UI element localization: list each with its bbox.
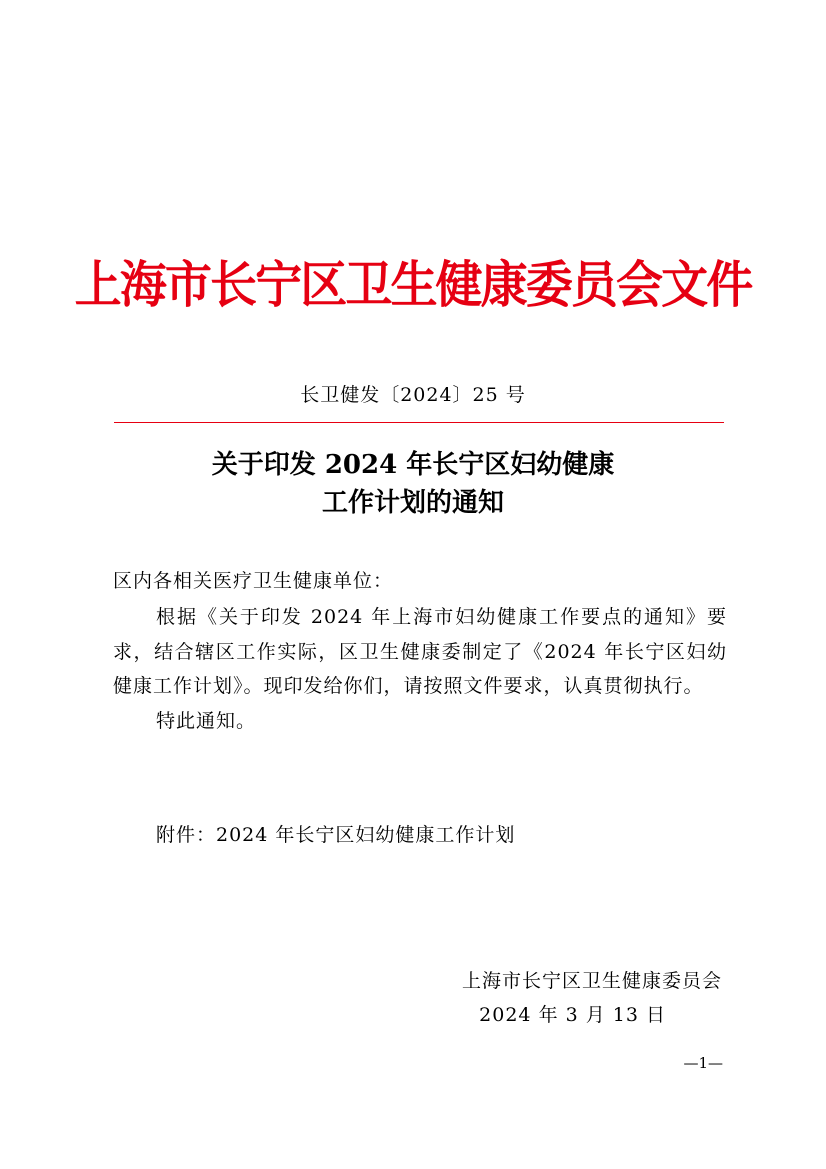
signature-organization: 上海市长宁区卫生健康委员会 <box>461 970 722 992</box>
title-line-1: 关于印发 2024 年长宁区妇幼健康 <box>211 450 615 480</box>
document-number: 长卫健发〔2024〕25 号 <box>300 384 526 406</box>
page-number: —1— <box>683 1054 723 1072</box>
red-divider <box>114 422 724 423</box>
signature-date: 2024 年 3 月 13 日 <box>479 1004 666 1026</box>
salutation: 区内各相关医疗卫生健康单位： <box>113 570 394 592</box>
body-text <box>113 600 727 738</box>
body-paragraph-1: 根据《关于印发 2024 年上海市妇幼健康工作要点的通知》要求，结合辖区工作实际，区卫生健康委制定了《2024 年长宁区妇幼健康工作计划》。现印发给你们，请按照文件要求，认真贯彻执行。 <box>113 606 727 697</box>
body-paragraph-2: 特此通知。 <box>156 709 257 732</box>
title-line-2: 工作计划的通知 <box>321 488 504 518</box>
document-title <box>0 446 826 522</box>
attachment-line: 附件：2024 年长宁区妇幼健康工作计划 <box>156 824 516 846</box>
issuer-banner: 上海市长宁区卫生健康委员会文件 <box>74 255 752 314</box>
